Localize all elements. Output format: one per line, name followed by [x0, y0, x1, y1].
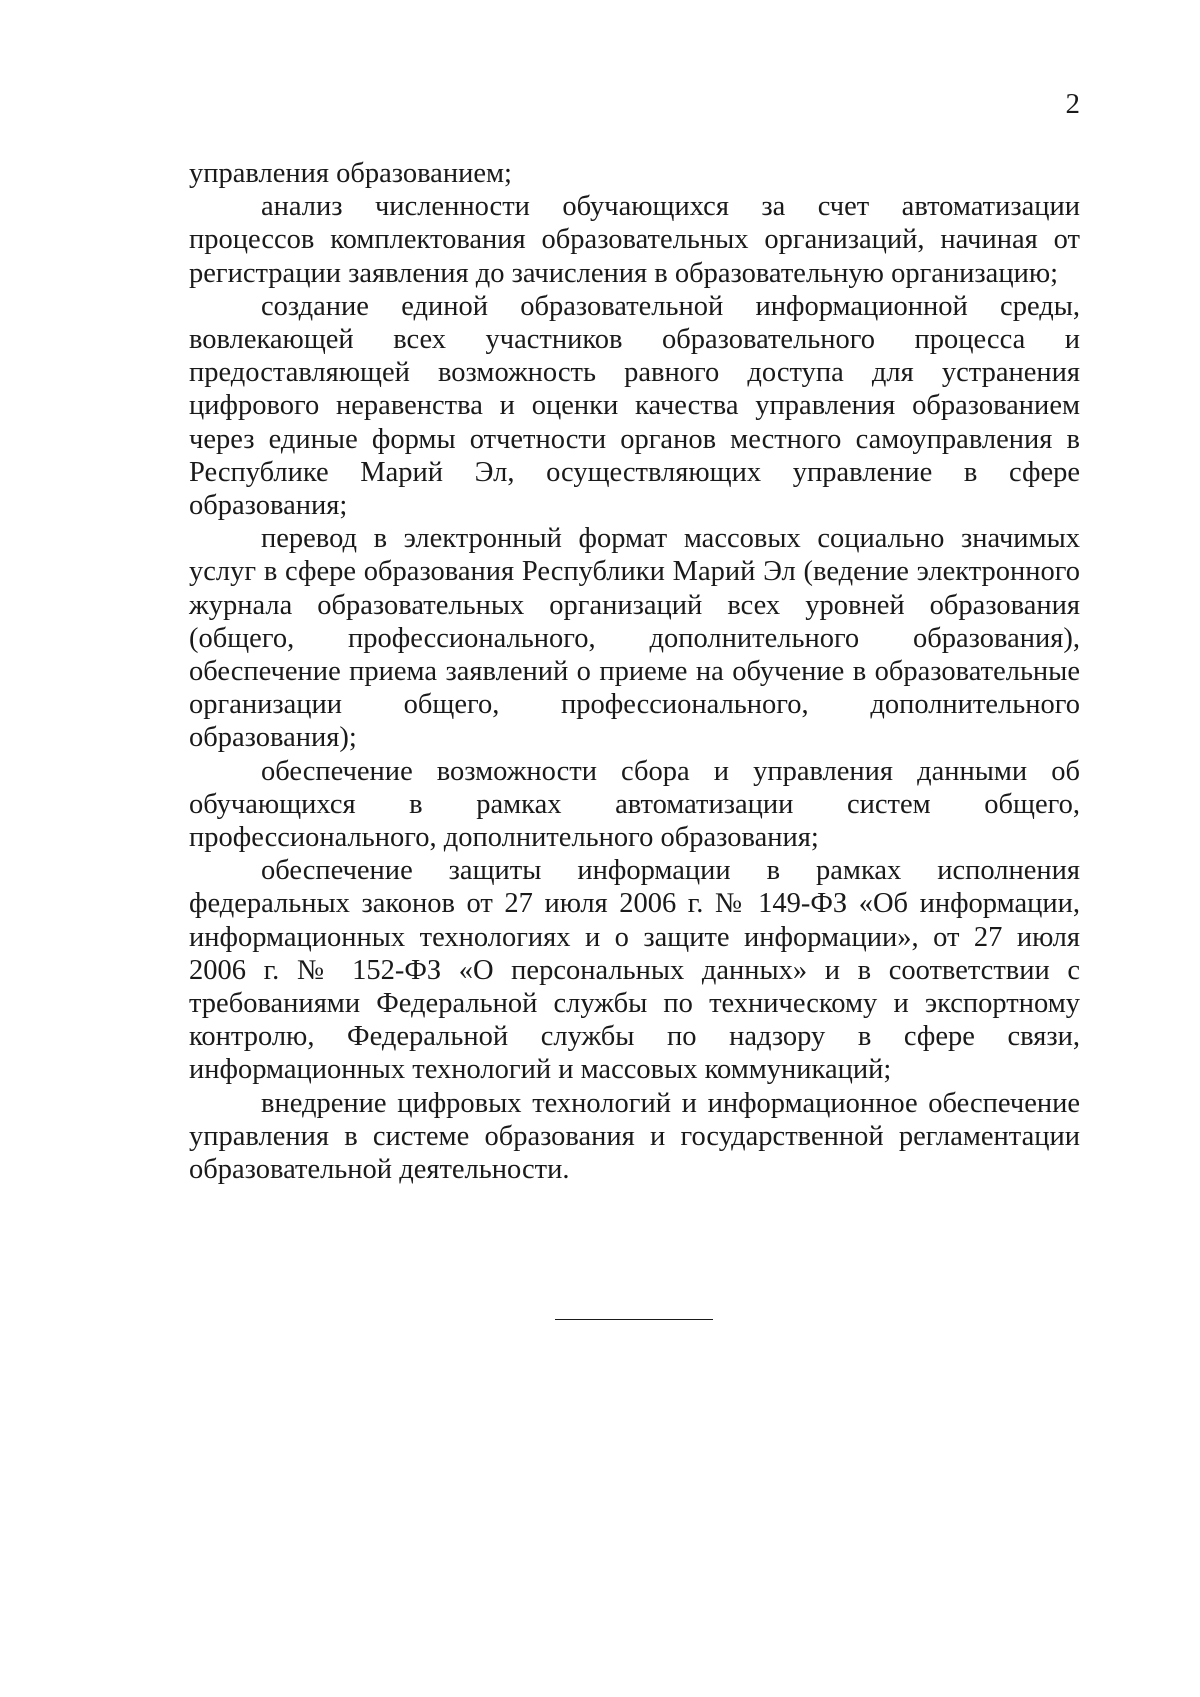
paragraph-digital-technologies: внедрение цифровых технологий и информационное обеспечение управления в системе образования и государственной регламентации образовательной деятельности. [189, 1087, 1080, 1186]
paragraph-electronic-services: перевод в электронный формат массовых социально значимых услуг в сфере образования Республики Марий Эл (ведение электронного журнала образовательных организаций всех уровней образования (общего, профессионального, дополнительного образования), обеспечение приема заявлений о приеме на обучение в образовательные организации общего, профессионального, дополнительного образования); [189, 523, 1080, 754]
paragraph-enrollment-analysis: анализ численности обучающихся за счет автоматизации процессов комплектования образовательных организаций, начиная от регистрации заявления до зачисления в образовательную организацию; [189, 191, 1080, 289]
paragraph-information-environment: создание единой образовательной информационной среды, вовлекающей всех участников образовательного процесса и предоставляющей возможность равного доступа для устранения цифрового неравенства и оценки качества управления образованием через единые формы отчетности органов местного самоуправления в Республике Марий Эл, осуществляющих управление в сфере образования; [189, 290, 1080, 522]
paragraph-data-management: обеспечение возможности сбора и управления данными об обучающихся в рамках автоматизации систем общего, профессионального, дополнительного образования; [189, 755, 1080, 854]
paragraph-continuation: управления образованием; [189, 158, 512, 189]
end-of-document-rule [555, 1319, 713, 1320]
page-number: 2 [1065, 88, 1080, 120]
paragraph-information-protection: обеспечение защиты информации в рамках исполнения федеральных законов от 27 июля 2006 г. № 149-ФЗ «Об информации, информационных технологиях и о защите информации», от 27 июля 2006 г. № 152-ФЗ «О персональных данных» и в соответствии с требованиями Федеральной службы по техническому и экспортному контролю, Федеральной службы по надзору в сфере связи, информационных технологий и массовых коммуникаций; [189, 855, 1080, 1086]
document-body [189, 157, 1080, 1186]
